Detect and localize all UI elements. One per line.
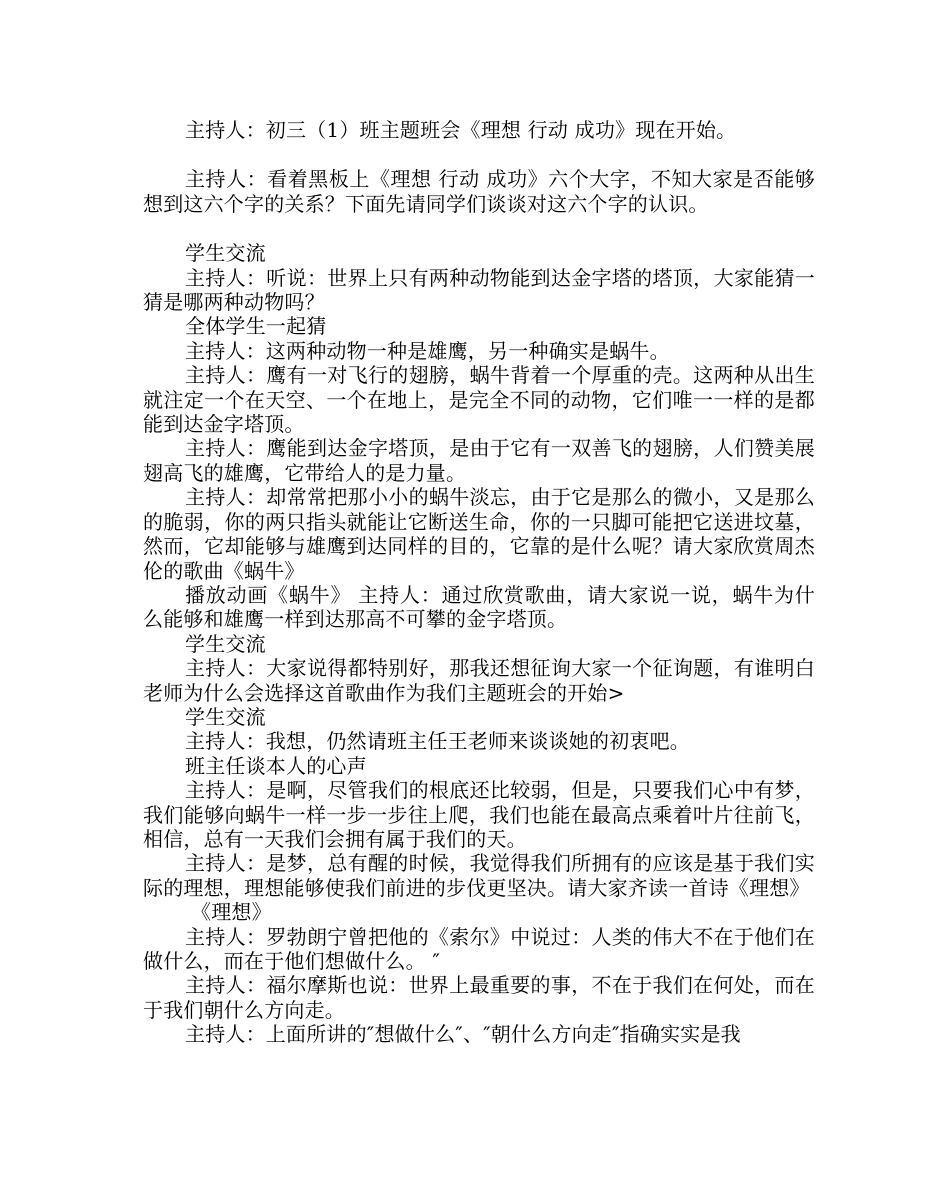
paragraph: 主持人：是梦，总有醒的时候，我觉得我们所拥有的应该是基于我们实际的理想，理想能够使我们前进的步伐更坚决。请大家齐读一首诗《理想》 (143, 851, 815, 900)
paragraph: 播放动画《蜗牛》 主持人：通过欣赏歌曲，请大家说一说，蜗牛为什么能够和雄鹰一样到达那高不可攀的金字塔顶。 (143, 582, 815, 632)
paragraph: 主持人：我想，仍然请班主任王老师来谈谈她的初衷吧。 (185, 729, 690, 754)
paragraph: 主持人：大家说得都特别好，那我还想征询大家一个征询题，有谁明白老师为什么会选择这首歌曲作为我们主题班会的开始> (143, 656, 815, 705)
paragraph: 学生交流 (185, 631, 266, 656)
paragraph: 主持人：这两种动物一种是雄鹰，另一种确实是蜗牛。 (185, 338, 670, 363)
paragraph-opening: 主持人：初三（1）班主题班会《理想 行动 成功》现在开始。 (185, 118, 737, 142)
paragraph: 学生交流 (185, 704, 266, 729)
paragraph: 主持人：看着黑板上《理想 行动 成功》六个大字，不知大家是否能够想到这六个字的关系？下面先请同学们谈谈对这六个字的认识。 (143, 167, 815, 216)
paragraph-last: 主持人：上面所讲的″想做什么″、″朝什么方向走″指确实实是我 (185, 1022, 741, 1047)
paragraph: 主持人：是啊，尽管我们的根底还比较弱，但是，只要我们心中有梦，我们能够向蜗牛一样一步一步往上爬，我们也能在最高点乘着叶片往前飞，相信，总有一天我们会拥有属于我们的天。 (143, 778, 815, 851)
paragraph: 主持人：听说：世界上只有两种动物能到达金字塔的塔顶，大家能猜一猜是哪两种动物吗？ (143, 265, 815, 315)
paragraph: 主持人：却常常把那小小的蜗牛淡忘，由于它是那么的微小，又是那么的脆弱，你的两只指头就能让它断送生命，你的一只脚可能把它送进坟墓，然而，它却能够与雄鹰到达同样的目的，它靠的是什么呢？请大家欣赏周杰伦的歌曲《蜗牛》 (143, 485, 815, 583)
paragraph: 全体学生一起猜 (185, 314, 327, 339)
poem-title: 《理想》 (191, 900, 272, 925)
paragraph: 主持人：罗勃朗宁曾把他的《索尔》中说过：人类的伟大不在于他们在做什么，而在于他们想做什么。 ″ (143, 924, 815, 973)
paragraph: 班主任谈本人的心声 (185, 753, 367, 778)
paragraph: 主持人：鹰有一对飞行的翅膀，蜗牛背着一个厚重的壳。这两种从出生就注定一个在天空、一个在地上，是完全不同的动物，它们唯一一样的是都能到达金字塔顶。 (143, 363, 815, 437)
paragraph: 主持人：福尔摩斯也说：世界上最重要的事，不在于我们在何处，而在于我们朝什么方向走。 (143, 973, 815, 1022)
paragraph: 学生交流 (185, 241, 266, 266)
paragraph: 主持人：鹰能到达金字塔顶，是由于它有一双善飞的翅膀，人们赞美展翅高飞的雄鹰，它带给人的是力量。 (143, 436, 815, 485)
document-body (143, 118, 815, 1047)
